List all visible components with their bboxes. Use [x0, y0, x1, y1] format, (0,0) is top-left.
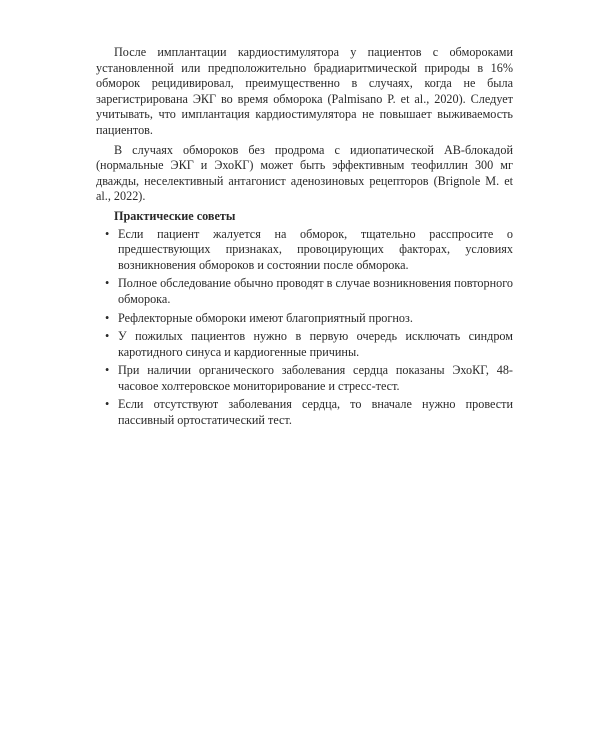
- tip-item: [96, 311, 513, 327]
- tip-text: Если пациент жалуется на обморок, тщательно расспросите о предшествующих признаках, провоцирующих факторах, условиях возникновения обмороков и состоянии после обморока.: [118, 226, 513, 272]
- practical-tips-heading: Практические советы: [114, 208, 236, 223]
- bullet-icon: •: [105, 363, 110, 378]
- tip-text: При наличии органического заболевания сердца показаны ЭхоКГ, 48-часовое холтеровское мониторирование и стресс-тест.: [118, 363, 513, 393]
- tip-text: Рефлекторные обмороки имеют благоприятный прогноз.: [118, 310, 413, 325]
- tip-item: [96, 397, 513, 428]
- bullet-icon: •: [105, 276, 110, 291]
- tip-item: [96, 363, 513, 394]
- paragraph-pacemaker: После имплантации кардиостимулятора у пациентов с обмороками установленной или предположительно брадиаритмической природы в 16% обморок рецидивировал, преимущественно в случаях, когда не была зарегистрирована ЭКГ во время обморока (Palmisano P. et al., 2020). Следует учитывать, что имплантация кардиостимулятора не повышает выживаемость пациентов.: [96, 45, 513, 137]
- bullet-icon: •: [105, 226, 110, 241]
- tip-item: [96, 276, 513, 307]
- bullet-icon: •: [105, 310, 110, 325]
- tip-text: Полное обследование обычно проводят в случае возникновения повторного обморока.: [118, 276, 513, 306]
- bullet-icon: •: [105, 397, 110, 412]
- tip-text: У пожилых пациентов нужно в первую очередь исключать синдром каротидного синуса и кардиогенные причины.: [118, 329, 513, 359]
- practical-tips-list: [96, 227, 513, 429]
- bullet-icon: •: [105, 329, 110, 344]
- paragraph-av-block: В случаях обмороков без продрома с идиопатической АВ-блокадой (нормальные ЭКГ и ЭхоКГ) может быть эффективным теофиллин 300 мг дважды, неселективный антагонист аденозиновых рецепторов (Brignole M. et al., 2022).: [96, 142, 513, 204]
- tip-item: [96, 227, 513, 274]
- tip-text: Если отсутствуют заболевания сердца, то вначале нужно провести пассивный ортостатический тест.: [118, 397, 513, 428]
- page-content: [96, 45, 513, 432]
- tip-item: [96, 329, 513, 360]
